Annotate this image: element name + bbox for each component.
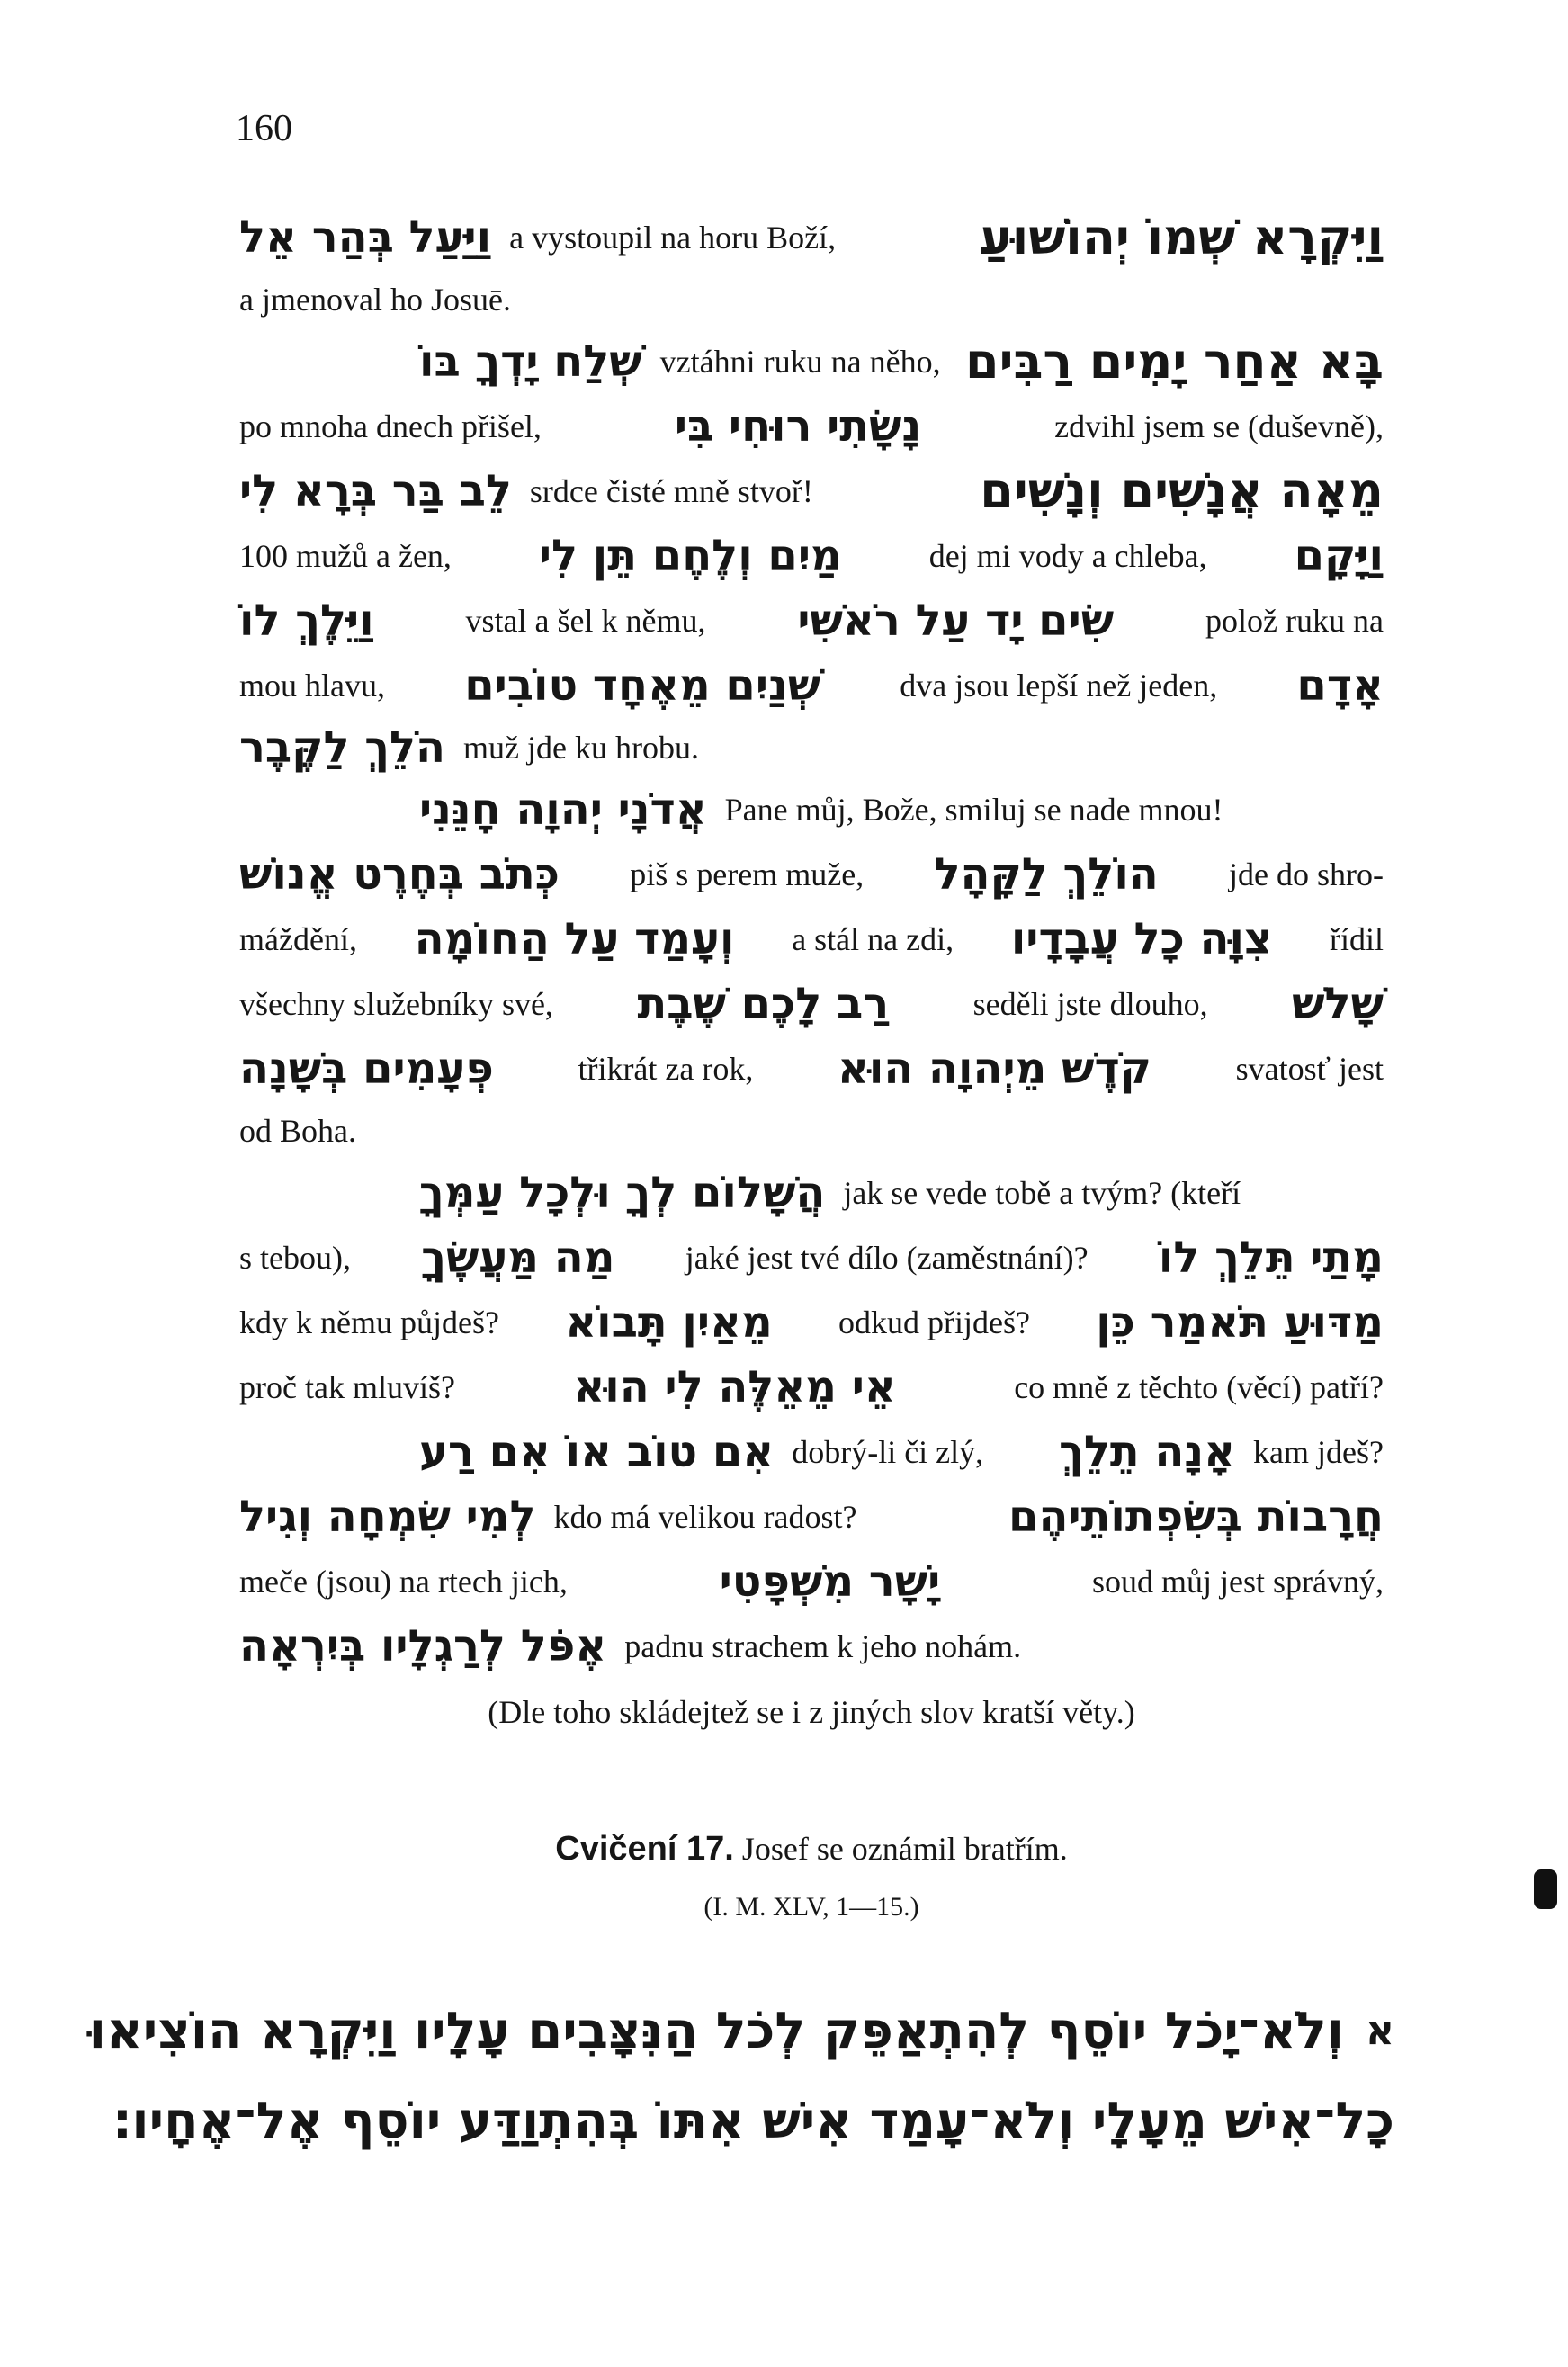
text-line bbox=[239, 1614, 1384, 1679]
czech-translation: soud můj jest správný, bbox=[1092, 1564, 1384, 1600]
hebrew-phrase: הוֹלֵךְ לַקָּהָל bbox=[934, 849, 1159, 900]
exercise-reference: (I. M. XLV, 1—15.) bbox=[703, 1892, 919, 1922]
hebrew-phrase: מַיִם וְלֶחֶם תֵּן לִי bbox=[538, 531, 842, 581]
vocabulary-sentences bbox=[239, 205, 1384, 1679]
text-line bbox=[239, 524, 1384, 588]
hebrew-phrase: קֹדֶשׁ מֵיְהוָה הוּא bbox=[837, 1044, 1152, 1094]
hebrew-passage bbox=[88, 1986, 1394, 2166]
hebrew-phrase: רַב לָכֶם שֶׁבֶת bbox=[637, 979, 890, 1029]
binding-mark bbox=[1534, 1869, 1557, 1909]
czech-translation: a vystoupil na horu Boží, bbox=[509, 220, 837, 256]
hebrew-phrase: וַיָּקָם bbox=[1294, 531, 1384, 581]
exercise-heading bbox=[239, 1830, 1384, 1923]
czech-translation: piš s perem muže, bbox=[630, 856, 865, 892]
hebrew-phrase: אָדָם bbox=[1296, 660, 1384, 711]
exercise-title: Cvičení 17. bbox=[555, 1830, 734, 1868]
hebrew-phrase: וַיִּקְרָא שְׁמוֹ יְהוֹשׁוּעַ bbox=[979, 209, 1384, 265]
hebrew-phrase: נָשָׂתִי רוּחִי בִּי bbox=[674, 401, 922, 452]
text-line bbox=[239, 270, 1384, 329]
hebrew-phrase: פְּעָמִים בְּשָׁנָה bbox=[239, 1044, 494, 1094]
czech-translation: řídil bbox=[1329, 921, 1384, 957]
hebrew-phrase: אֶפֹּל לְרַגְלָיו בְּיִרְאָה bbox=[239, 1621, 607, 1672]
czech-translation: dej mi vody a chleba, bbox=[928, 538, 1207, 574]
hebrew-phrase: שְׁלַח יָדְךָ בּוֹ bbox=[419, 336, 642, 387]
czech-translation: od Boha. bbox=[239, 1113, 356, 1149]
czech-translation: srdce čisté mně stvoř! bbox=[529, 473, 813, 509]
text-line bbox=[239, 972, 1384, 1036]
hebrew-verse-text: כָל־אִישׁ מֵעָלָי וְלֹא־עָמַד אִישׁ אִתּוֹ בְּהִתְוַדַּע יוֹסֵף אֶל־אֶחָיו׃ bbox=[112, 2092, 1394, 2150]
czech-translation: 100 mužů a žen, bbox=[239, 538, 452, 574]
hebrew-phrase: שָׁלֹשׁ bbox=[1292, 979, 1384, 1029]
hebrew-phrase: מֵאָה אֲנָשִׁים וְנָשִׁים bbox=[980, 462, 1384, 519]
czech-translation: polož ruku na bbox=[1205, 603, 1384, 639]
czech-translation: vstal a šel k němu, bbox=[465, 603, 706, 639]
text-line bbox=[239, 588, 1384, 653]
text-line bbox=[239, 1355, 1384, 1420]
czech-translation: dobrý-li či zlý, bbox=[792, 1434, 984, 1470]
text-line bbox=[239, 1290, 1384, 1355]
czech-translation: kam jdeš? bbox=[1253, 1434, 1384, 1470]
czech-translation: máždění, bbox=[239, 921, 357, 957]
czech-translation: dva jsou lepší než jeden, bbox=[900, 668, 1218, 704]
czech-translation: mou hlavu, bbox=[239, 668, 385, 704]
hebrew-phrase: מָתַי תֵּלֵךְ לוֹ bbox=[1158, 1233, 1384, 1283]
hebrew-phrase: צִוָּה כָל עֲבָדָיו bbox=[1010, 914, 1273, 964]
text-line bbox=[239, 1036, 1384, 1101]
czech-translation: a jmenoval ho Josuē. bbox=[239, 282, 511, 318]
hebrew-phrase: כְּתֹב בְּחֶרֶט אֱנוֹשׁ bbox=[239, 849, 560, 900]
text-line bbox=[239, 459, 1384, 524]
hebrew-phrase: הֹלֵךְ לַקֶּבֶר bbox=[239, 722, 446, 773]
hebrew-verse-text: וְלֹא־יָכֹל יוֹסֵף לְהִתְאַפֵּק לְכֹל הַנִּצָּבִים עָלָיו וַיִּקְרָא הוֹצִיאוּ bbox=[88, 2002, 1344, 2060]
czech-translation: jaké jest tvé dílo (zaměstnání)? bbox=[685, 1240, 1089, 1276]
czech-translation: a stál na zdi, bbox=[792, 921, 954, 957]
hebrew-phrase: מֵאַיִן תָּבוֹא bbox=[565, 1297, 773, 1348]
text-line bbox=[239, 1161, 1384, 1225]
text-line bbox=[239, 1225, 1384, 1290]
czech-translation: po mnoha dnech přišel, bbox=[239, 408, 542, 444]
text-line bbox=[239, 1420, 1384, 1484]
czech-translation: všechny služebníky své, bbox=[239, 986, 553, 1022]
text-line bbox=[239, 842, 1384, 907]
hebrew-phrase: בָּא אַחַר יָמִים רַבִּים bbox=[965, 333, 1384, 390]
text-line bbox=[239, 329, 1384, 394]
czech-translation: jde do shro- bbox=[1229, 856, 1384, 892]
czech-translation: třikrát za rok, bbox=[578, 1051, 754, 1087]
hebrew-phrase: מַה מַּעֲשֶׂךָ bbox=[421, 1233, 615, 1283]
text-line bbox=[239, 653, 1384, 718]
czech-translation: vztáhni ruku na něho, bbox=[659, 344, 941, 380]
hebrew-phrase: לְמִי שִׂמְחָה וְגִיל bbox=[239, 1492, 536, 1542]
exercise-subtitle: Josef se oznámil bratřím. bbox=[741, 1831, 1068, 1867]
verse-number: א bbox=[1365, 2008, 1394, 2054]
czech-translation: zdvihl jsem se (duševně), bbox=[1054, 408, 1384, 444]
czech-translation: muž jde ku hrobu. bbox=[463, 730, 699, 766]
instruction-note: (Dle toho skládejtež se i z jiných slov kratší věty.) bbox=[488, 1694, 1135, 1730]
text-line bbox=[239, 907, 1384, 972]
czech-translation: meče (jsou) na rtech jich, bbox=[239, 1564, 568, 1600]
czech-translation: svatosť jest bbox=[1235, 1051, 1384, 1087]
hebrew-phrase: שִׂים יָד עַל רֹאשִׁי bbox=[797, 596, 1115, 646]
hebrew-phrase: לֵב בַּר בְּרָא לִי bbox=[239, 466, 512, 516]
hebrew-phrase: אֲדֹנָי יְהוָה חָנֵּנִי bbox=[419, 785, 707, 835]
hebrew-verse-line bbox=[112, 2076, 1394, 2166]
hebrew-phrase: אִם טוֹב אוֹ אִם רַע bbox=[419, 1427, 775, 1477]
hebrew-phrase: מַדּוּעַ תֹּאמַר כֵּן bbox=[1096, 1297, 1384, 1348]
czech-translation: s tebou), bbox=[239, 1240, 351, 1276]
hebrew-phrase: חֲרָבוֹת בְּשִׂפְתוֹתֵיהֶם bbox=[1008, 1492, 1384, 1542]
hebrew-phrase: שְׁנַיִם מֵאֶחָד טוֹבִים bbox=[464, 660, 821, 711]
hebrew-phrase: וַיַּעַל בְּהַר אֵל bbox=[239, 212, 492, 263]
hebrew-phrase: אֵי מֵאֵלֶּה לִי הוּא bbox=[573, 1362, 896, 1412]
czech-translation: proč tak mluvíš? bbox=[239, 1369, 455, 1405]
page-number: 160 bbox=[236, 108, 292, 149]
czech-translation: kdy k němu půjdeš? bbox=[239, 1305, 499, 1340]
hebrew-phrase: וְעָמַד עַל הַחוֹמָה bbox=[414, 914, 735, 964]
czech-translation: padnu strachem k jeho nohám. bbox=[624, 1628, 1022, 1664]
hebrew-verse-line bbox=[88, 1986, 1394, 2076]
hebrew-phrase: יָשָׁר מִשְׁפָּטִי bbox=[719, 1556, 941, 1607]
text-line bbox=[239, 777, 1384, 842]
text-line bbox=[239, 394, 1384, 459]
text-line bbox=[239, 205, 1384, 270]
text-line bbox=[239, 1549, 1384, 1614]
czech-translation: odkud přijdeš? bbox=[838, 1305, 1030, 1340]
czech-translation: kdo má velikou radost? bbox=[553, 1499, 857, 1535]
text-line bbox=[239, 718, 1384, 777]
hebrew-phrase: הֲשָׁלוֹם לְךָ וּלְכָל עַמְּךָ bbox=[419, 1168, 826, 1218]
hebrew-phrase: וַיֵּלֶךְ לוֹ bbox=[239, 596, 374, 646]
czech-translation: Pane můj, Bože, smiluj se nade mnou! bbox=[724, 792, 1223, 828]
czech-translation: jak se vede tobě a tvým? (kteří bbox=[843, 1175, 1241, 1211]
text-line bbox=[239, 1101, 1384, 1161]
hebrew-phrase: אָנָה תֵלֵךְ bbox=[1059, 1427, 1236, 1477]
text-line bbox=[239, 1484, 1384, 1549]
czech-translation: seděli jste dlouho, bbox=[972, 986, 1208, 1022]
czech-translation: co mně z těchto (věcí) patří? bbox=[1014, 1369, 1384, 1405]
